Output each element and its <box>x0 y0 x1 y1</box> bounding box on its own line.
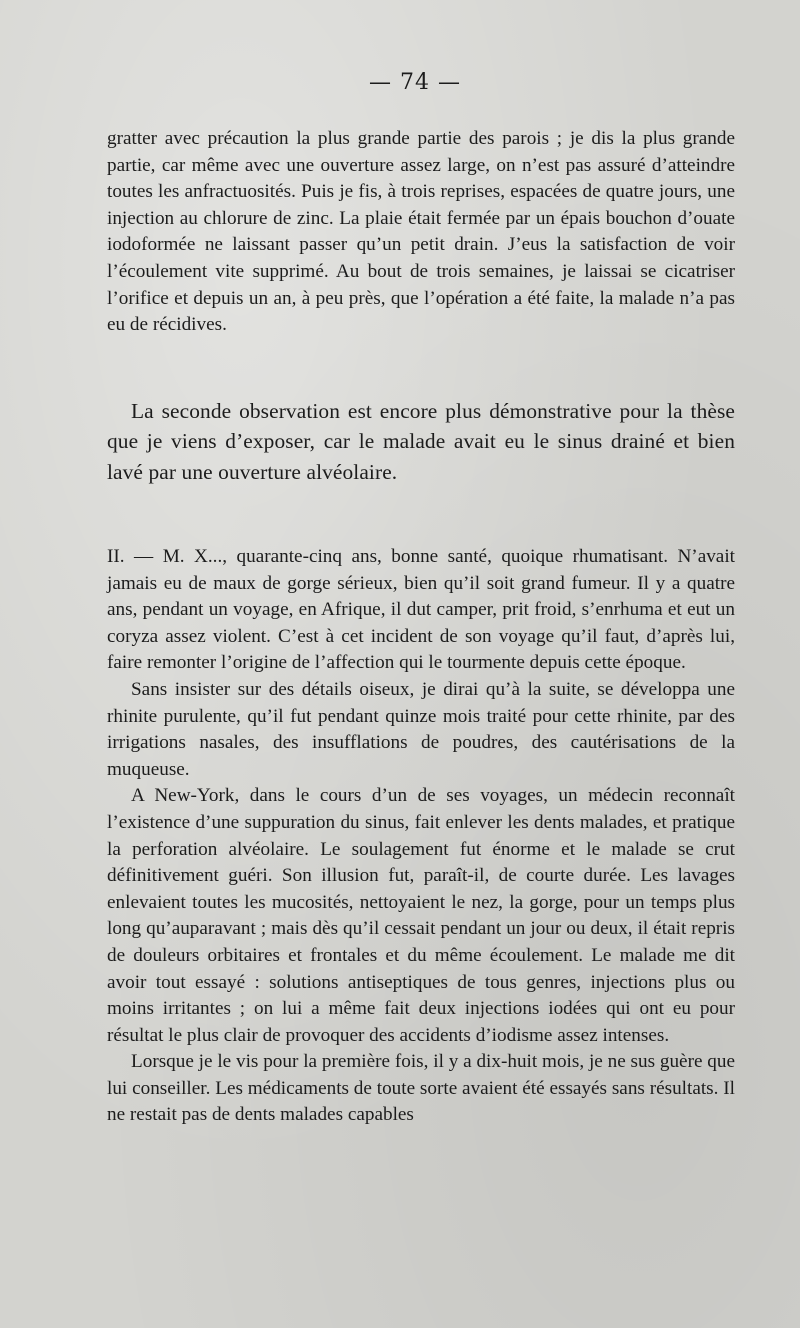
page-number: — 74 — <box>369 70 461 95</box>
paragraph-observation-intro: La seconde observation est encore plus démonstrative pour la thèse que je viens d’exposer, car le malade avait eu le sinus drainé et bien lavé par une ouverture alvéolaire. <box>107 399 735 484</box>
text-block-case-ii <box>107 544 735 1129</box>
paragraph-continuation: gratter avec précaution la plus grande partie des parois ; je dis la plus grande partie, car même avec une ouverture assez large, on n’est pas assuré d’atteindre toutes les anfractuosités. Puis je fis, à trois reprises, espacées de quatre jours, une injection au chlorure de zinc. La plaie était fermée par un épais bouchon d’ouate iodoformée ne laissant passer qu’un petit drain. J’eus la satisfaction de voir l’écoulement vite supprimé. Au bout de trois semaines, je laissai se cicatriser l’orifice et depuis un an, à peu près, que l’opération a été faite, la malade n’a pas eu de récidives. <box>107 128 735 336</box>
paragraph-new-york: A New-York, dans le cours d’un de ses voyages, un médecin reconnaît l’existence d’une suppuration du sinus, fait enlever les dents malades, et pratique la perforation alvéolaire. Le soulagement fut énorme et le malade se crut définitivement guéri. Son illusion fut, paraît-il, de courte durée. Les lavages enlevaient toutes les mucosités, nettoyaient le nez, la gorge, pour un temps plus long qu’auparavant ; mais dès qu’il cessait pendant un jour ou deux, il était repris de douleurs orbitaires et frontales et du même écoulement. Le malade me dit avoir tout essayé : solutions antiseptiques de tous genres, injections plus ou moins irritantes ; on lui a même fait deux injections iodées qui ont eu pour résultat le plus clair de provoquer des accidents d’iodisme assez intenses. <box>107 785 735 1046</box>
text-block-continuation <box>107 126 735 339</box>
paragraph-premiere-fois: Lorsque je le vis pour la première fois, il y a dix-huit mois, je ne sus guère que lui conseiller. Les médicaments de toute sorte avaient été essayés sans résultats. Il ne restait pas de dents malades capables <box>107 1051 735 1126</box>
paragraph-case-ii: II. — M. X..., quarante-cinq ans, bonne santé, quoique rhumatisant. N’avait jamais eu de maux de gorge sérieux, bien qu’il soit grand fumeur. Il y a quatre ans, pendant un voyage, en Afrique, il dut camper, prit froid, s’enrhuma et eut un coryza assez violent. C’est à cet incident de son voyage qu’il faut, d’après lui, faire remonter l’origine de l’affection qui le tourmente depuis cette époque. <box>107 546 735 674</box>
paragraph-rhinite: Sans insister sur des détails oiseux, je dirai qu’à la suite, se développa une rhinite purulente, qu’il fut pendant quinze mois traité pour cette rhinite, par des irrigations nasales, des insufflations de poudres, des cautérisations de la muqueuse. <box>107 678 735 780</box>
text-block-observation-intro <box>107 396 735 487</box>
